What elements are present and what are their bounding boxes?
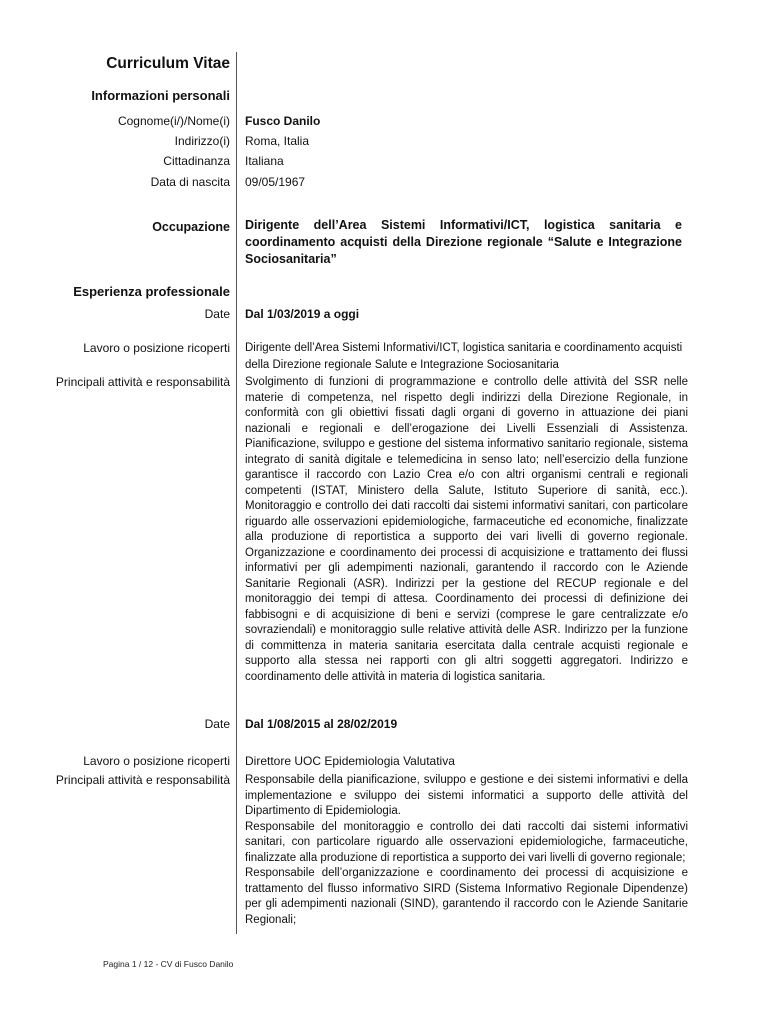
activities-label: Principali attività e responsabilità	[55, 773, 230, 787]
field-value-address: Roma, Italia	[245, 134, 310, 148]
field-value-birthdate: 09/05/1967	[245, 175, 306, 189]
date-label: Date	[204, 307, 230, 321]
activities-label: Principali attività e responsabilità	[55, 375, 230, 389]
occupation-label: Occupazione	[152, 220, 230, 234]
experience-heading: Esperienza professionale	[73, 284, 230, 299]
activity-paragraph: Responsabile del monitoraggio e controllo dei dati raccolti dai sistemi informativi sanitari, con particolare riguardo alle osservazioni epidemiologiche, farmaceutiche, finalizzate alla produzione di reportistica a supporto dei vari livelli di governo regionale;	[245, 820, 688, 864]
field-value-name: Fusco Danilo	[245, 114, 321, 128]
entry-2-activities	[245, 773, 688, 928]
activity-paragraph: Responsabile dell’organizzazione e coordinamento dei processi di acquisizione e trattamento del flusso informativo SIRD (Sistema Informativo Regionale Dipendenze) per gli adempimenti nazionali (SIND), garantendo il raccordo con le Aziende Sanitarie Regionali;	[245, 867, 688, 926]
activity-paragraph: Responsabile della pianificazione, sviluppo e gestione e dei sistemi informativi e della implementazione e sviluppo dei sistemi informatici a supporto delle attività del Dipartimento di Epidemiologia.	[245, 774, 688, 817]
entry-2-date: Dal 1/08/2015 al 28/02/2019	[245, 717, 398, 731]
position-label: Lavoro o posizione ricoperti	[83, 341, 230, 355]
field-label-citizenship: Cittadinanza	[163, 154, 230, 168]
page-footer: Pagina 1 / 12 - CV di Fusco Danilo	[103, 959, 234, 969]
occupation-value: Dirigente dell’Area Sistemi Informativi/ICT, logistica sanitaria e coordinamento acquisti della Direzione regionale “Salute e Integrazione Sociosanitaria”	[245, 218, 682, 266]
personal-info-heading: Informazioni personali	[91, 88, 230, 103]
entry-1-activities	[245, 375, 688, 685]
document-title: Curriculum Vitae	[106, 55, 230, 72]
entry-2-position: Direttore UOC Epidemiologia Valutativa	[245, 754, 455, 768]
activity-paragraph: Svolgimento di funzioni di programmazione e controllo delle attività del SSR nelle materie di competenza, nel rispetto degli indirizzi della Direzione Regionale, in conformità con gli obiettivi fissati dagli organi di governo in attuazione dei piani nazionali e regionali e dell’erogazione dei Livelli Essenziali di Assistenza. Pianificazione, sviluppo e gestione del sistema informativo sanitario regionale, sistema integrato di sanità digitale e telemedicina in senso lato; nell’esercizio della funzione garantisce il raccordo con Lazio Crea e/o con altri organismi centrali e regionali competenti (ISTAT, Ministero della Salute, Istituto Superiore di sanità, ecc.). Monitoraggio e controllo dei dati raccolti dai sistemi informativi sanitari, con particolare riguardo alle osservazioni epidemiologiche, farmaceutiche ed economiche, finalizzate alla produzione di reportistica a supporto dei vari livelli di governo regionale. Organizzazione e coordinamento dei processi di acquisizione e trattamento dei flussi informativi per gli adempimenti nazionali, garantendo il raccordo con le Aziende Sanitarie Regionali (ASR). Indirizzi per la gestione del RECUP regionale e del monitoraggio dei tempi di attesa. Coordinamento dei processi di definizione dei fabbisogni e di acquisizione di beni e servizi (comprese le gare centralizzate e/o sovraziendali) e monitoraggio sulle relative attività delle ASR. Indirizzo per la funzione di committenza in materia sanitaria esercitata dalla centrale acquisti regionale e supporto alla stessa nei rapporti con gli altri soggetti aggregatori. Indirizzo e coordinamento delle attività in materia di logistica sanitaria.	[245, 376, 688, 683]
entry-1-position: Dirigente dell’Area Sistemi Informativi/ICT, logistica sanitaria e coordinamento acquisti della Direzione regionale Salute e Integrazione Sociosanitaria	[245, 342, 683, 371]
position-label: Lavoro o posizione ricoperti	[83, 754, 230, 768]
field-label-name: Cognome(i/)/Nome(i)	[117, 114, 230, 128]
field-value-citizenship: Italiana	[245, 154, 284, 168]
field-label-birthdate: Data di nascita	[150, 175, 230, 189]
field-label-address: Indirizzo(i)	[174, 134, 230, 148]
date-label: Date	[204, 717, 230, 731]
column-divider	[236, 52, 237, 934]
entry-1-date: Dal 1/03/2019 a oggi	[245, 307, 360, 321]
